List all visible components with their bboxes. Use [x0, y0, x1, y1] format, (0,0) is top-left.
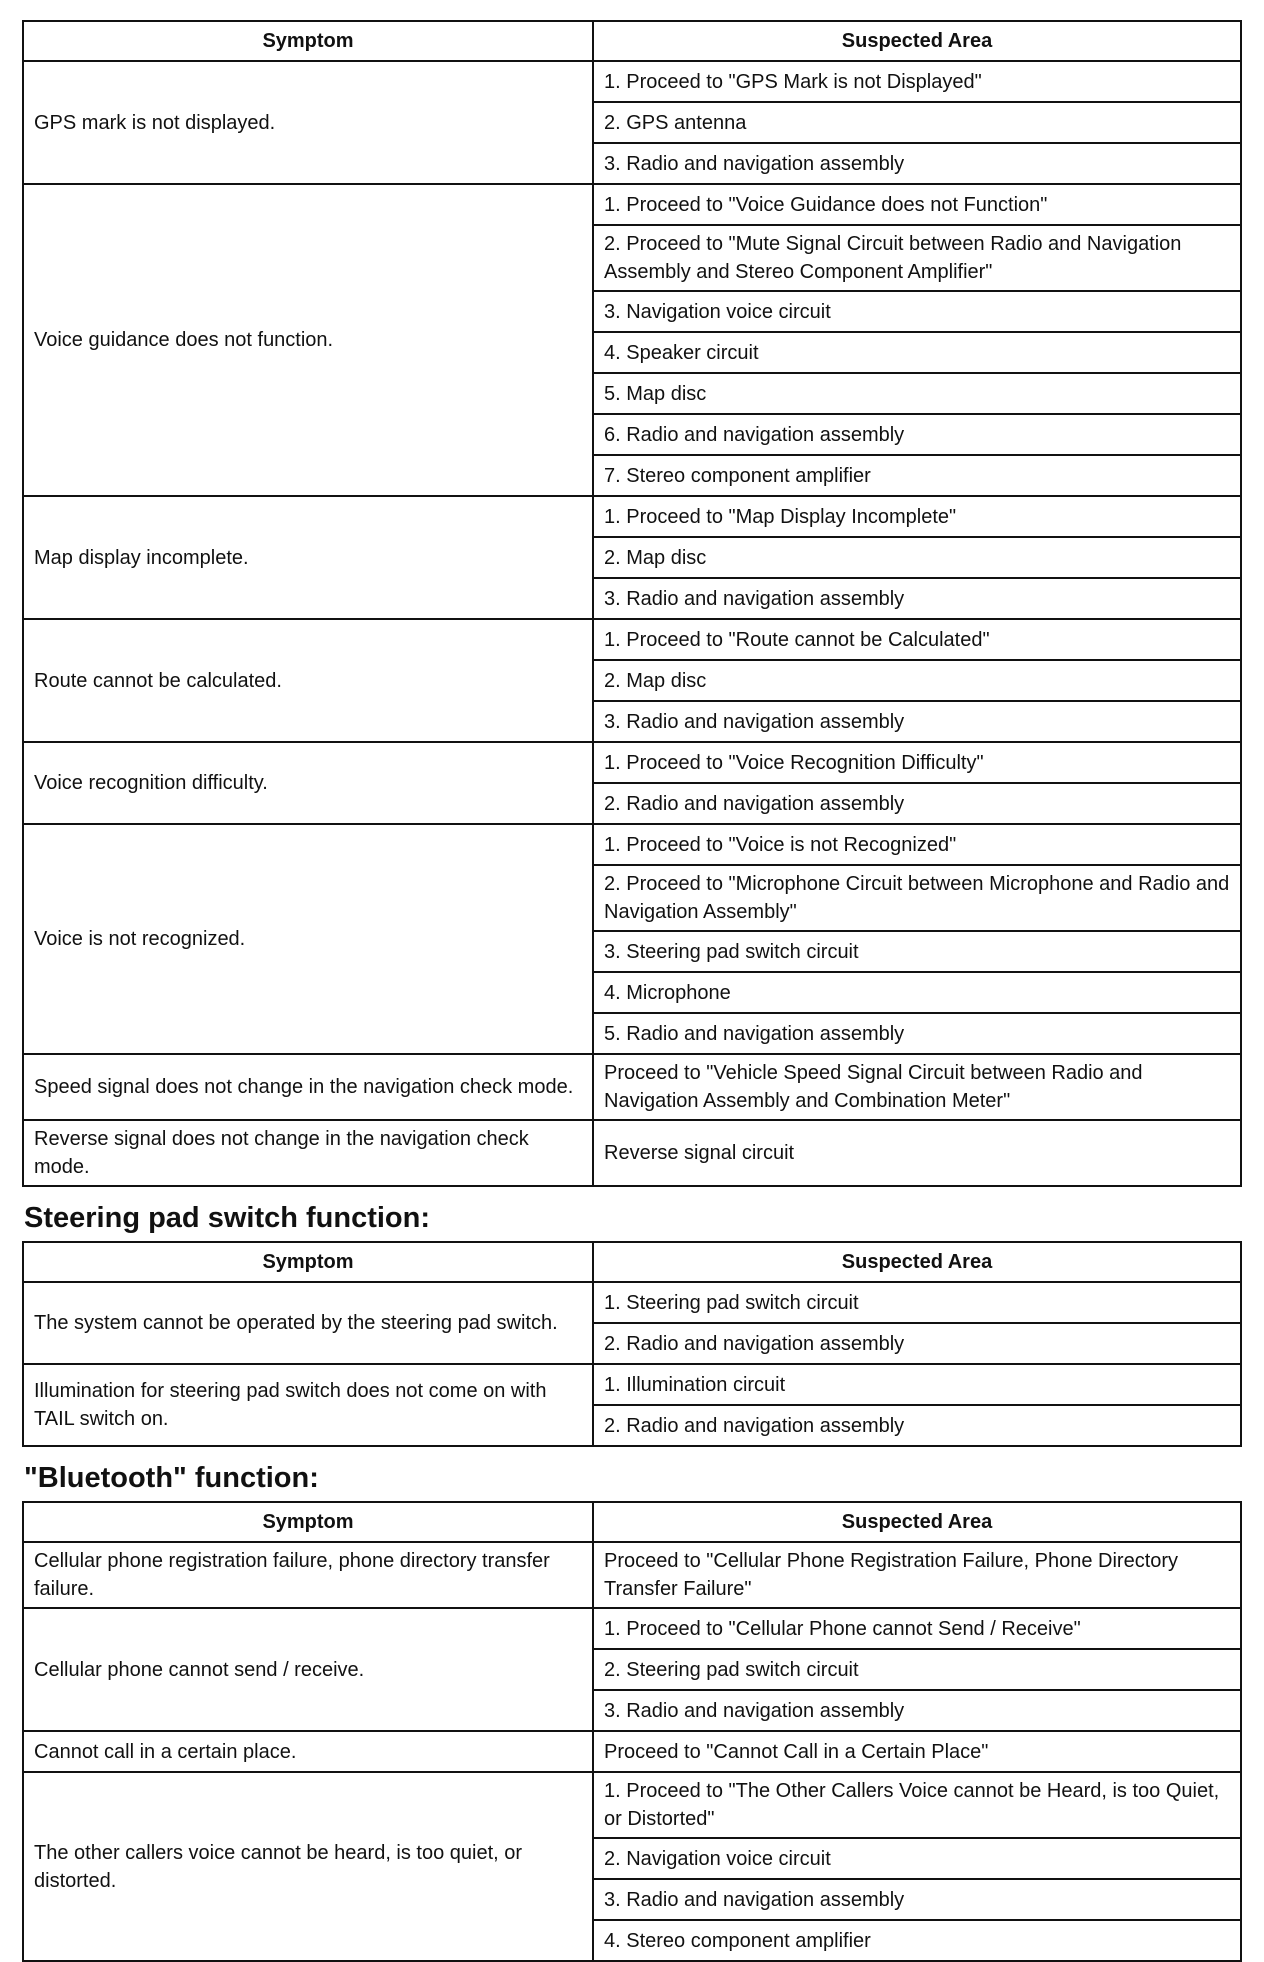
- section-heading: "Bluetooth" function:: [24, 1462, 319, 1494]
- suspected-area-column-header: Suspected Area: [593, 21, 1241, 61]
- suspected-area-cell: 3. Radio and navigation assembly: [593, 1879, 1241, 1920]
- suspected-area-cell: 1. Proceed to "Voice is not Recognized": [593, 824, 1241, 865]
- suspected-area-cell: 4. Microphone: [593, 972, 1241, 1013]
- suspected-area-cell: 1. Steering pad switch circuit: [593, 1282, 1241, 1323]
- symptom-cell: Voice guidance does not function.: [23, 184, 593, 496]
- suspected-area-cell: 3. Radio and navigation assembly: [593, 701, 1241, 742]
- suspected-area-cell: 3. Radio and navigation assembly: [593, 1690, 1241, 1731]
- suspected-area-cell: 3. Radio and navigation assembly: [593, 143, 1241, 184]
- section-heading: Steering pad switch function:: [24, 1202, 431, 1234]
- symptom-cell: Cellular phone cannot send / receive.: [23, 1608, 593, 1731]
- suspected-area-cell: 5. Map disc: [593, 373, 1241, 414]
- header-row: [23, 21, 1241, 61]
- table-row: [23, 1731, 1241, 1772]
- suspected-area-cell: 2. Radio and navigation assembly: [593, 1323, 1241, 1364]
- suspected-area-cell: 2. Proceed to "Mute Signal Circuit between Radio and Navigation Assembly and Stereo Component Amplifier": [593, 225, 1241, 291]
- symptom-column-header: Symptom: [23, 21, 593, 61]
- symptom-cell: Speed signal does not change in the navigation check mode.: [23, 1054, 593, 1120]
- symptom-cell: Map display incomplete.: [23, 496, 593, 619]
- suspected-area-cell: 3. Radio and navigation assembly: [593, 578, 1241, 619]
- suspected-area-cell: 1. Proceed to "The Other Callers Voice cannot be Heard, is too Quiet, or Distorted": [593, 1772, 1241, 1838]
- symptom-cell: Illumination for steering pad switch does not come on with TAIL switch on.: [23, 1364, 593, 1446]
- table-row: [23, 1364, 1241, 1405]
- table-row: [23, 1054, 1241, 1120]
- troubleshooting-table: [22, 1241, 1242, 1447]
- table-row: [23, 1542, 1241, 1608]
- symptom-cell: Cellular phone registration failure, phone directory transfer failure.: [23, 1542, 593, 1608]
- suspected-area-cell: 1. Proceed to "Map Display Incomplete": [593, 496, 1241, 537]
- suspected-area-cell: 5. Radio and navigation assembly: [593, 1013, 1241, 1054]
- symptom-cell: GPS mark is not displayed.: [23, 61, 593, 184]
- table-row: [23, 619, 1241, 660]
- suspected-area-cell: Proceed to "Cannot Call in a Certain Place": [593, 1731, 1241, 1772]
- table-row: [23, 184, 1241, 225]
- suspected-area-cell: 6. Radio and navigation assembly: [593, 414, 1241, 455]
- suspected-area-cell: 7. Stereo component amplifier: [593, 455, 1241, 496]
- suspected-area-cell: 1. Proceed to "Cellular Phone cannot Send / Receive": [593, 1608, 1241, 1649]
- table-row: [23, 1120, 1241, 1186]
- symptom-cell: Cannot call in a certain place.: [23, 1731, 593, 1772]
- table-row: [23, 496, 1241, 537]
- symptom-cell: Route cannot be calculated.: [23, 619, 593, 742]
- table-row: [23, 1772, 1241, 1838]
- suspected-area-column-header: Suspected Area: [593, 1502, 1241, 1542]
- suspected-area-cell: 3. Steering pad switch circuit: [593, 931, 1241, 972]
- symptom-column-header: Symptom: [23, 1502, 593, 1542]
- symptom-cell: Reverse signal does not change in the navigation check mode.: [23, 1120, 593, 1186]
- table-row: [23, 824, 1241, 865]
- suspected-area-cell: 1. Proceed to "Route cannot be Calculated": [593, 619, 1241, 660]
- suspected-area-cell: 2. Steering pad switch circuit: [593, 1649, 1241, 1690]
- suspected-area-cell: 2. Proceed to "Microphone Circuit between Microphone and Radio and Navigation Assembly": [593, 865, 1241, 931]
- suspected-area-cell: 2. Radio and navigation assembly: [593, 783, 1241, 824]
- suspected-area-cell: Proceed to "Cellular Phone Registration Failure, Phone Directory Transfer Failure": [593, 1542, 1241, 1608]
- table-row: [23, 1282, 1241, 1323]
- suspected-area-cell: 1. Proceed to "Voice Recognition Difficulty": [593, 742, 1241, 783]
- header-row: [23, 1502, 1241, 1542]
- document-page: [22, 20, 1240, 1962]
- symptom-cell: The other callers voice cannot be heard, is too quiet, or distorted.: [23, 1772, 593, 1961]
- symptom-cell: The system cannot be operated by the steering pad switch.: [23, 1282, 593, 1364]
- suspected-area-cell: 2. Radio and navigation assembly: [593, 1405, 1241, 1446]
- suspected-area-cell: Proceed to "Vehicle Speed Signal Circuit between Radio and Navigation Assembly and Combination Meter": [593, 1054, 1241, 1120]
- suspected-area-cell: Reverse signal circuit: [593, 1120, 1241, 1186]
- symptom-cell: Voice is not recognized.: [23, 824, 593, 1054]
- suspected-area-cell: 1. Proceed to "Voice Guidance does not Function": [593, 184, 1241, 225]
- troubleshooting-table: [22, 20, 1242, 1187]
- suspected-area-cell: 4. Stereo component amplifier: [593, 1920, 1241, 1961]
- table-row: [23, 61, 1241, 102]
- suspected-area-cell: 3. Navigation voice circuit: [593, 291, 1241, 332]
- suspected-area-cell: 2. Map disc: [593, 537, 1241, 578]
- suspected-area-cell: 2. GPS antenna: [593, 102, 1241, 143]
- troubleshooting-table: [22, 1501, 1242, 1962]
- table-row: [23, 1608, 1241, 1649]
- table-row: [23, 742, 1241, 783]
- suspected-area-cell: 2. Map disc: [593, 660, 1241, 701]
- header-row: [23, 1242, 1241, 1282]
- symptom-cell: Voice recognition difficulty.: [23, 742, 593, 824]
- suspected-area-cell: 2. Navigation voice circuit: [593, 1838, 1241, 1879]
- suspected-area-cell: 4. Speaker circuit: [593, 332, 1241, 373]
- suspected-area-column-header: Suspected Area: [593, 1242, 1241, 1282]
- suspected-area-cell: 1. Proceed to "GPS Mark is not Displayed": [593, 61, 1241, 102]
- suspected-area-cell: 1. Illumination circuit: [593, 1364, 1241, 1405]
- symptom-column-header: Symptom: [23, 1242, 593, 1282]
